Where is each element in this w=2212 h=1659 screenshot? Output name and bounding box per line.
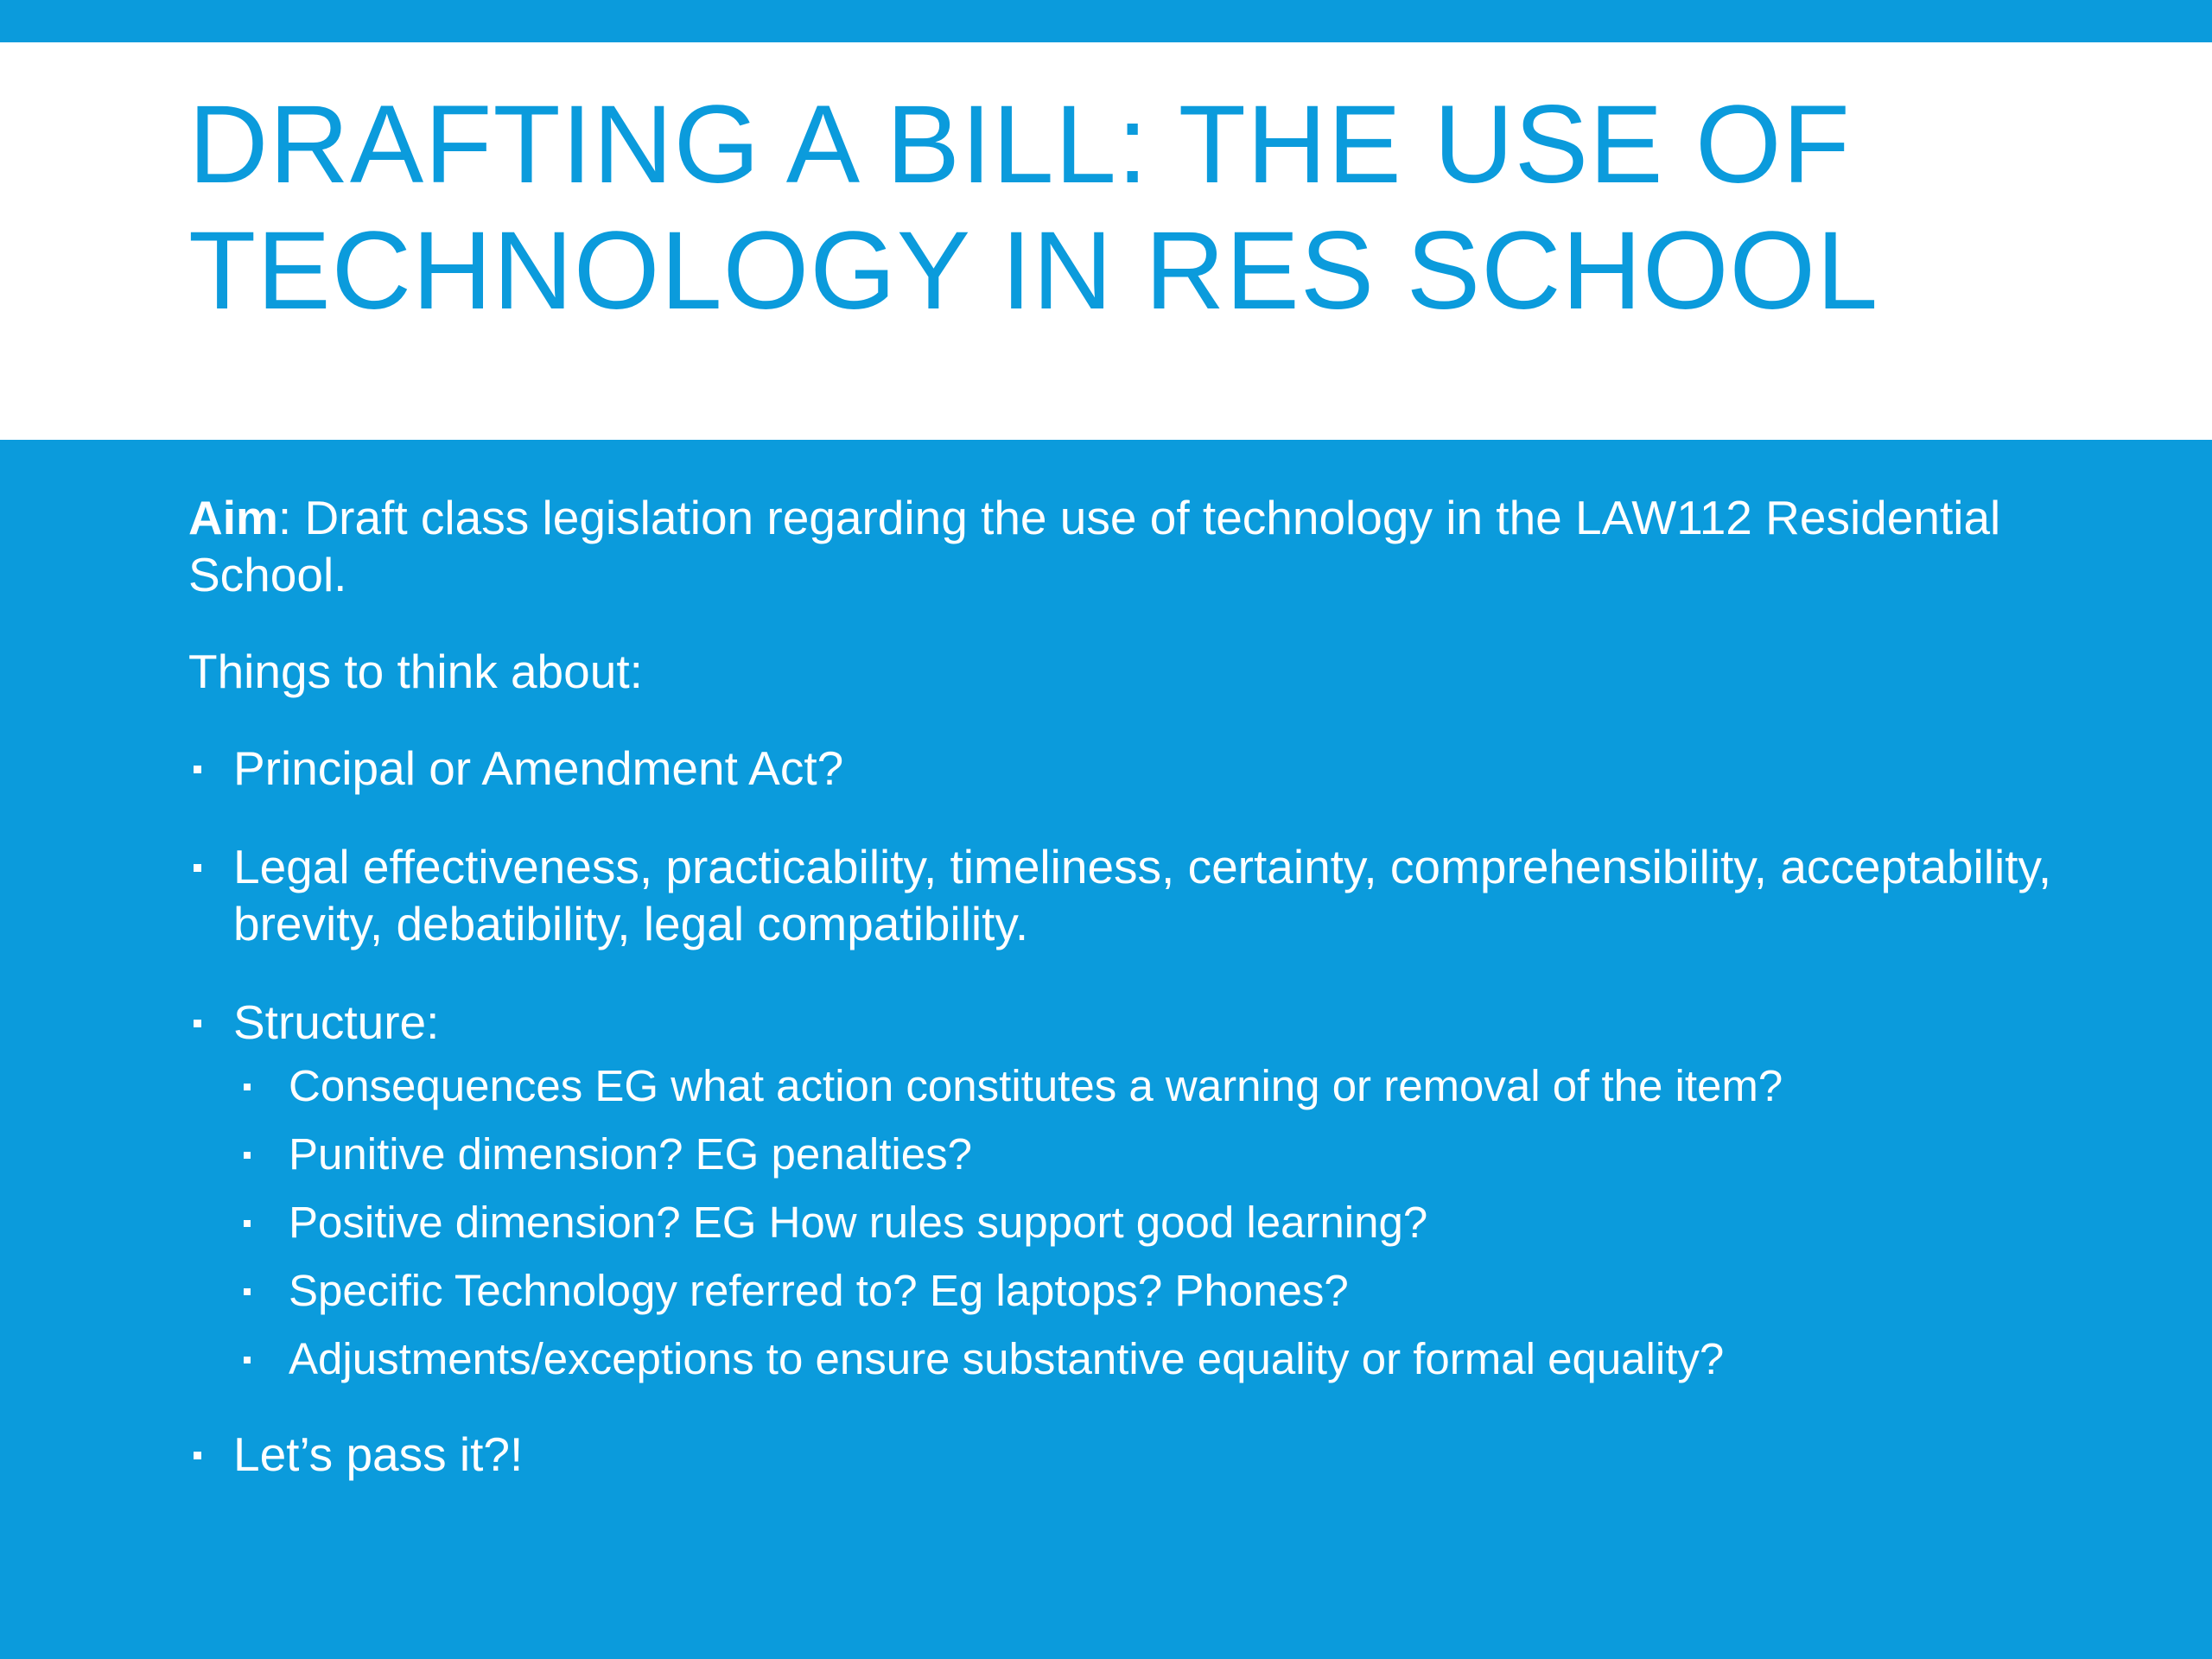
bullet-item <box>188 1426 2133 1483</box>
bullet-list-final <box>188 1426 2133 1483</box>
square-bullet-icon <box>194 1020 201 1027</box>
structure-sub-list <box>188 1061 2133 1384</box>
sub-bullet-item <box>188 1334 2133 1384</box>
things-heading: Things to think about: <box>188 645 643 698</box>
bullet-text: Legal effectiveness, practicability, timeliness, certainty, comprehensibility, acceptability, brevity, debatibility, legal compatibility. <box>233 840 2052 950</box>
square-bullet-icon <box>244 1357 251 1363</box>
sub-bullet-item <box>188 1061 2133 1111</box>
slide-title-line-1: DRAFTING A BILL: THE USE OF <box>188 83 1851 207</box>
slide-title-line-2: TECHNOLOGY IN RES SCHOOL <box>188 209 1879 333</box>
top-accent-strip <box>0 0 2212 42</box>
square-bullet-icon <box>244 1288 251 1295</box>
sub-bullet-text: Positive dimension? EG How rules support good learning? <box>289 1198 1428 1247</box>
square-bullet-icon <box>244 1152 251 1159</box>
sub-bullet-item <box>188 1266 2133 1316</box>
sub-bullet-item <box>188 1129 2133 1179</box>
bullet-text: Principal or Amendment Act? <box>233 741 844 795</box>
bullet-item <box>188 838 2133 952</box>
aim-label: Aim <box>188 491 278 544</box>
slide-title <box>188 82 2089 334</box>
square-bullet-icon <box>194 766 201 773</box>
square-bullet-icon <box>244 1084 251 1090</box>
sub-bullet-text: Punitive dimension? EG penalties? <box>289 1129 972 1179</box>
aim-text: : Draft class legislation regarding the use of technology in the LAW112 Residential School. <box>188 491 2001 601</box>
aim-paragraph <box>188 489 2133 603</box>
sub-bullet-text: Consequences EG what action constitutes a warning or removal of the item? <box>289 1061 1783 1110</box>
square-bullet-icon <box>194 1452 201 1459</box>
bullet-item <box>188 740 2133 797</box>
bullet-text: Let’s pass it?! <box>233 1427 524 1481</box>
bullet-item <box>188 994 2133 1051</box>
sub-bullet-item <box>188 1198 2133 1248</box>
square-bullet-icon <box>244 1220 251 1227</box>
sub-bullet-text: Adjustments/exceptions to ensure substantive equality or formal equality? <box>289 1334 1725 1383</box>
slide-body <box>188 489 2133 1524</box>
bullet-list <box>188 740 2133 1051</box>
square-bullet-icon <box>194 864 201 872</box>
bullet-text: Structure: <box>233 995 440 1049</box>
sub-bullet-text: Specific Technology referred to? Eg laptops? Phones? <box>289 1266 1349 1315</box>
